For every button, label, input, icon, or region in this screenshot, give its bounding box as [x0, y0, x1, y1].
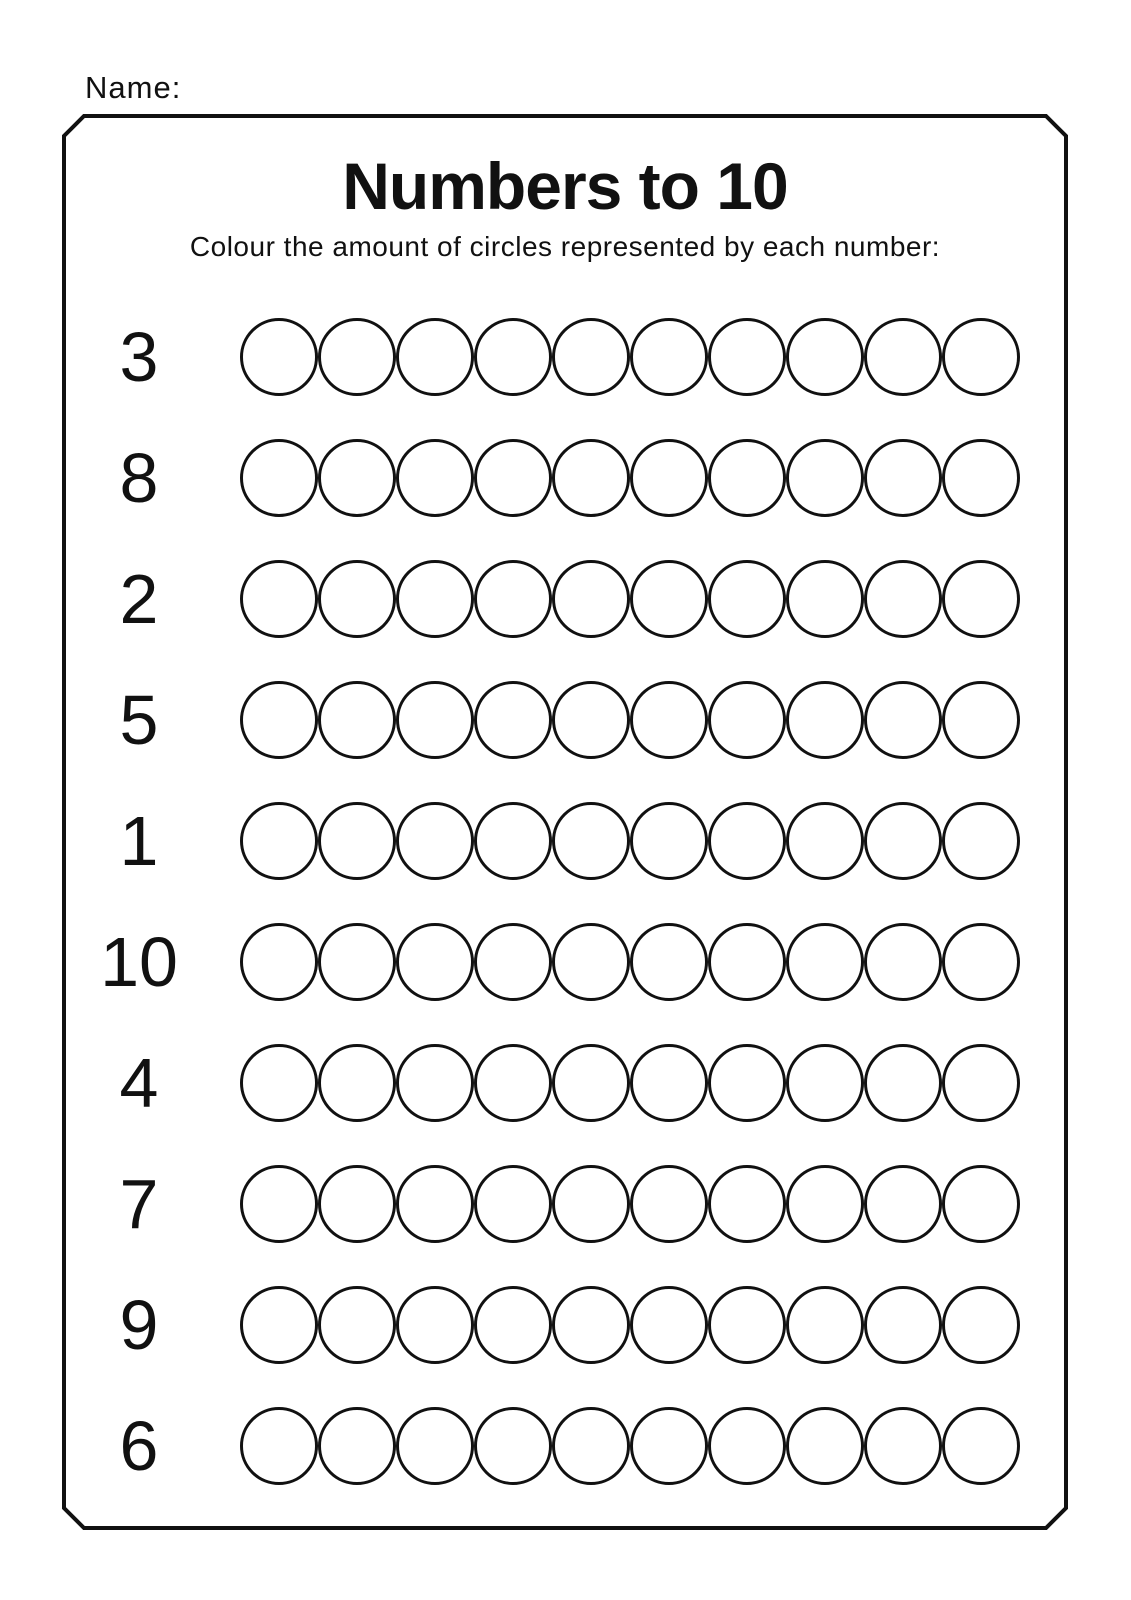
colourable-circle[interactable] — [864, 560, 942, 638]
colourable-circle[interactable] — [708, 802, 786, 880]
colourable-circle[interactable] — [318, 1044, 396, 1122]
colourable-circle[interactable] — [552, 802, 630, 880]
colourable-circle[interactable] — [396, 1044, 474, 1122]
colourable-circle[interactable] — [552, 318, 630, 396]
colourable-circle[interactable] — [864, 1044, 942, 1122]
colourable-circle[interactable] — [942, 1407, 1020, 1485]
number-row — [62, 901, 1068, 1022]
page-title: Numbers to 10 — [342, 149, 788, 223]
colourable-circle[interactable] — [396, 318, 474, 396]
colourable-circle[interactable] — [942, 1165, 1020, 1243]
colourable-circle[interactable] — [474, 1407, 552, 1485]
colourable-circle[interactable] — [708, 1044, 786, 1122]
colourable-circle[interactable] — [864, 1286, 942, 1364]
colourable-circle[interactable] — [864, 923, 942, 1001]
colourable-circle[interactable] — [474, 560, 552, 638]
colourable-circle[interactable] — [708, 1286, 786, 1364]
colourable-circle[interactable] — [552, 560, 630, 638]
circle-strip — [240, 1407, 1020, 1485]
colourable-circle[interactable] — [318, 681, 396, 759]
colourable-circle[interactable] — [240, 1286, 318, 1364]
colourable-circle[interactable] — [474, 802, 552, 880]
colourable-circle[interactable] — [552, 1044, 630, 1122]
colourable-circle[interactable] — [786, 681, 864, 759]
circle-strip — [240, 923, 1020, 1001]
colourable-circle[interactable] — [708, 1165, 786, 1243]
circle-strip — [240, 560, 1020, 638]
colourable-circle[interactable] — [708, 1407, 786, 1485]
circle-strip — [240, 681, 1020, 759]
row-number-label: 7 — [119, 1164, 159, 1243]
colourable-circle[interactable] — [240, 802, 318, 880]
colourable-circle[interactable] — [396, 923, 474, 1001]
colourable-circle[interactable] — [396, 1286, 474, 1364]
colourable-circle[interactable] — [630, 681, 708, 759]
colourable-circle[interactable] — [474, 681, 552, 759]
number-row — [62, 1022, 1068, 1143]
number-row — [62, 417, 1068, 538]
colourable-circle[interactable] — [552, 681, 630, 759]
colourable-circle[interactable] — [240, 1044, 318, 1122]
colourable-circle[interactable] — [240, 439, 318, 517]
colourable-circle[interactable] — [942, 923, 1020, 1001]
colourable-circle[interactable] — [786, 560, 864, 638]
colourable-circle[interactable] — [552, 923, 630, 1001]
row-number-label: 6 — [119, 1406, 159, 1485]
colourable-circle[interactable] — [240, 318, 318, 396]
colourable-circle[interactable] — [864, 1407, 942, 1485]
circle-strip — [240, 1165, 1020, 1243]
row-number-label: 9 — [119, 1285, 159, 1364]
number-rows — [62, 296, 1068, 1506]
row-number-label: 4 — [119, 1043, 159, 1122]
colourable-circle[interactable] — [630, 802, 708, 880]
number-row — [62, 538, 1068, 659]
colourable-circle[interactable] — [240, 681, 318, 759]
row-number-label: 2 — [119, 559, 159, 638]
circle-strip — [240, 802, 1020, 880]
colourable-circle[interactable] — [474, 439, 552, 517]
colourable-circle[interactable] — [630, 923, 708, 1001]
colourable-circle[interactable] — [708, 923, 786, 1001]
colourable-circle[interactable] — [942, 802, 1020, 880]
colourable-circle[interactable] — [240, 1407, 318, 1485]
colourable-circle[interactable] — [474, 1044, 552, 1122]
row-number-label: 8 — [119, 438, 159, 517]
circle-strip — [240, 1044, 1020, 1122]
colourable-circle[interactable] — [552, 439, 630, 517]
colourable-circle[interactable] — [318, 318, 396, 396]
colourable-circle[interactable] — [318, 560, 396, 638]
name-label: Name: — [85, 70, 182, 105]
colourable-circle[interactable] — [708, 681, 786, 759]
colourable-circle[interactable] — [942, 1044, 1020, 1122]
colourable-circle[interactable] — [864, 802, 942, 880]
colourable-circle[interactable] — [708, 560, 786, 638]
row-number-label: 1 — [119, 801, 159, 880]
worksheet-sheet — [62, 114, 1068, 1530]
colourable-circle[interactable] — [552, 1165, 630, 1243]
colourable-circle[interactable] — [942, 560, 1020, 638]
colourable-circle[interactable] — [240, 1165, 318, 1243]
colourable-circle[interactable] — [864, 439, 942, 517]
colourable-circle[interactable] — [552, 1407, 630, 1485]
number-row — [62, 1385, 1068, 1506]
colourable-circle[interactable] — [786, 1165, 864, 1243]
colourable-circle[interactable] — [786, 439, 864, 517]
circle-strip — [240, 318, 1020, 396]
row-number-label: 10 — [100, 922, 178, 1001]
colourable-circle[interactable] — [630, 318, 708, 396]
number-row — [62, 1143, 1068, 1264]
colourable-circle[interactable] — [630, 439, 708, 517]
colourable-circle[interactable] — [240, 923, 318, 1001]
colourable-circle[interactable] — [630, 560, 708, 638]
colourable-circle[interactable] — [552, 1286, 630, 1364]
row-number-label: 3 — [119, 317, 159, 396]
colourable-circle[interactable] — [474, 1165, 552, 1243]
colourable-circle[interactable] — [318, 923, 396, 1001]
colourable-circle[interactable] — [630, 1286, 708, 1364]
colourable-circle[interactable] — [786, 1407, 864, 1485]
number-row — [62, 1264, 1068, 1385]
colourable-circle[interactable] — [942, 439, 1020, 517]
colourable-circle[interactable] — [630, 1407, 708, 1485]
colourable-circle[interactable] — [942, 681, 1020, 759]
number-row — [62, 659, 1068, 780]
colourable-circle[interactable] — [786, 1286, 864, 1364]
colourable-circle[interactable] — [474, 1286, 552, 1364]
colourable-circle[interactable] — [396, 560, 474, 638]
colourable-circle[interactable] — [786, 802, 864, 880]
colourable-circle[interactable] — [474, 318, 552, 396]
colourable-circle[interactable] — [396, 1407, 474, 1485]
colourable-circle[interactable] — [942, 1286, 1020, 1364]
colourable-circle[interactable] — [396, 439, 474, 517]
colourable-circle[interactable] — [318, 1407, 396, 1485]
colourable-circle[interactable] — [396, 802, 474, 880]
colourable-circle[interactable] — [942, 318, 1020, 396]
colourable-circle[interactable] — [396, 681, 474, 759]
colourable-circle[interactable] — [318, 1165, 396, 1243]
circle-strip — [240, 439, 1020, 517]
colourable-circle[interactable] — [864, 318, 942, 396]
colourable-circle[interactable] — [474, 923, 552, 1001]
colourable-circle[interactable] — [786, 318, 864, 396]
colourable-circle[interactable] — [864, 681, 942, 759]
colourable-circle[interactable] — [318, 439, 396, 517]
colourable-circle[interactable] — [630, 1165, 708, 1243]
colourable-circle[interactable] — [864, 1165, 942, 1243]
number-row — [62, 296, 1068, 417]
colourable-circle[interactable] — [786, 923, 864, 1001]
colourable-circle[interactable] — [708, 318, 786, 396]
colourable-circle[interactable] — [630, 1044, 708, 1122]
colourable-circle[interactable] — [240, 560, 318, 638]
colourable-circle[interactable] — [318, 802, 396, 880]
colourable-circle[interactable] — [396, 1165, 474, 1243]
colourable-circle[interactable] — [318, 1286, 396, 1364]
instruction-text: Colour the amount of circles represented by each number: — [189, 231, 941, 263]
colourable-circle[interactable] — [786, 1044, 864, 1122]
circle-strip — [240, 1286, 1020, 1364]
colourable-circle[interactable] — [708, 439, 786, 517]
number-row — [62, 780, 1068, 901]
row-number-label: 5 — [119, 680, 159, 759]
